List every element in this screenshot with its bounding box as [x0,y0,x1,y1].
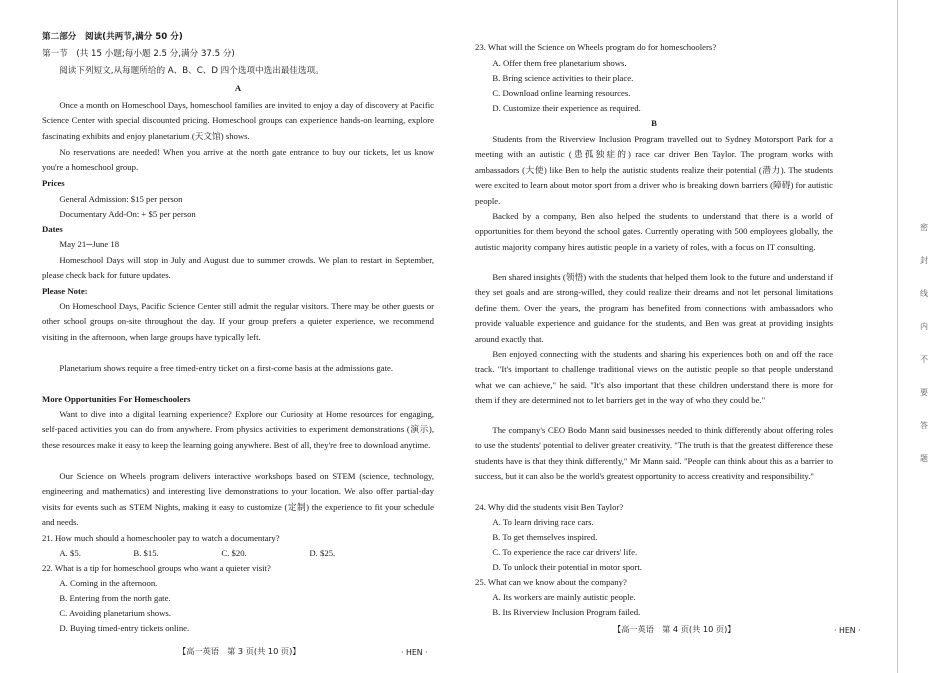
passage-a-paragraph-1: Once a month on Homeschool Days, homeschool families are invited to enjoy a day of discovery at Pacific Science Center with special discounted pricing. Homeschool groups can experience hands-on learning, explore fascinating exhibits and enjoy planetarium (天文馆) shows. [42,100,434,141]
price-general: General Admission: $15 per person [59,194,183,204]
q21-option-d[interactable]: D. $25. [309,548,336,558]
subsection-title: 第一节 (共 15 小题;每小题 2.5 分,满分 37.5 分) [42,49,235,59]
q23-option-d[interactable]: D. Customize their experience as required. [492,103,641,113]
question-24: 24. Why did the students visit Ben Taylor? [475,502,624,512]
q22-option-c[interactable]: C. Avoiding planetarium shows. [59,608,171,618]
question-21: 21. How much should a homeschooler pay to watch a documentary? [42,533,280,543]
dates-value: May 21─June 18 [59,239,120,249]
passage-a-paragraph-3: Homeschool Days will stop in July and August due to summer crowds. We plan to restart in September, please check back for future updates. [42,255,434,281]
binding-char: 内 [920,322,928,331]
passage-b-paragraph-3: Ben shared insights (领悟) with the students that helped them look to the future and understand if they set goals and are strong-willed, they could realize their dreams and not let personal limitations define them. Over the years, the program has benefited from connections with ambassadors who provide valuable experience and guidance for the students, and Ben was great at providing insights around exactly that. [475,272,833,344]
q23-option-a[interactable]: A. Offer them free planetarium shows. [492,58,627,68]
q21-option-c[interactable]: C. $20. [221,548,247,558]
passage-a-paragraph-6: Want to dive into a digital learning experience? Explore our Curiosity at Home resources for engaging, self-paced activities you can do from anywhere. From physics activities to experiment demonstrations (演示), these resources make it easy to keep the learning going anywhere. Best of all, they're free to download anytime. [42,409,434,450]
q23-option-c[interactable]: C. Download online learning resources. [492,88,631,98]
question-25: 25. What can we know about the company? [475,577,627,587]
q23-option-b[interactable]: B. Bring science activities to their place. [492,73,634,83]
binding-char: 线 [920,289,928,298]
prices-heading: Prices [42,178,65,188]
section-title: 第二部分 阅读(共两节,满分 50 分) [42,32,183,42]
q24-option-a[interactable]: A. To learn driving race cars. [492,517,594,527]
q22-option-d[interactable]: D. Buying timed-entry tickets online. [59,623,190,633]
note-heading: Please Note: [42,286,88,296]
right-page-code: · HEN · [834,626,861,635]
question-21-options [42,546,434,561]
passage-b-paragraph-1: Students from the Riverview Inclusion Program travelled out to Sydney Motorsport Park for a meeting with an autistic (患孤独症的) race car driver Ben Taylor. The program works with ambassadors (大使) like Ben to help the autistic students realize their potential (潜力). The students were excited to learn about motor sport from a driver who is breaking down barriers (障碍) for autistic people. [475,134,833,206]
passage-a-paragraph-7: Our Science on Wheels program delivers interactive workshops based on STEM (science, technology, engineering and mathematics) and interesting live demonstrations to your location. We also offer partial-day visits for events such as STEM Nights, making it easy to customize (定制) the experience to fit your schedule and needs. [42,471,434,528]
q21-option-b[interactable]: B. $15. [133,548,159,558]
passage-b-label: B [651,118,657,128]
question-22: 22. What is a tip for homeschool groups who want a quieter visit? [42,563,271,573]
binding-char: 答 [920,421,928,430]
right-page-footer: 【高一英语 第 4 页(共 10 页)】 [613,624,736,634]
q22-option-a[interactable]: A. Coming in the afternoon. [59,578,158,588]
passage-b-paragraph-5: The company's CEO Bodo Mann said businesses needed to think differently about offering roles to use the students' potential to deliver greater creativity. "The truth is that the greatest difference these students have is that they think differently," Mr Mann said. "People can think about this as a barrier to success, but it can also be the world's greatest opportunity to access creativity and responsibility." [475,425,833,482]
binding-char: 密 [920,223,928,232]
q24-option-d[interactable]: D. To unlock their potential in motor sport. [492,562,642,572]
q24-option-b[interactable]: B. To get themselves inspired. [492,532,598,542]
passage-b-paragraph-4: Ben enjoyed connecting with the students and sharing his experiences both on and off the race track. "It's important to challenge traditional views on the autistic people so that people understand what we can achieve," he said. "It's also important that these children understand there is more for them if they are determined not to let barriers get in the way of who they could be." [475,349,833,406]
left-page-footer: 【高一英语 第 3 页(共 10 页)】 [178,646,301,656]
q25-option-a[interactable]: A. Its workers are mainly autistic people. [492,592,636,602]
binding-char: 要 [920,388,928,397]
more-heading: More Opportunities For Homeschoolers [42,394,191,404]
binding-margin [897,0,950,673]
binding-char: 不 [920,355,928,364]
passage-b-paragraph-2: Backed by a company, Ben also helped the students to understand that there is a world of opportunities for them beyond the school gates. Currently operating with 500 employees globally, the autistic majority company hires autistic people in a variety of roles, with a focus on IT consulting. [475,211,833,252]
binding-char: 封 [920,256,928,265]
q21-option-a[interactable]: A. $5. [59,548,81,558]
q22-option-b[interactable]: B. Entering from the north gate. [59,593,171,603]
instruction: 阅读下列短文,从每题所给的 A、B、C、D 四个选项中选出最佳选项。 [59,66,324,76]
q25-option-b[interactable]: B. Its Riverview Inclusion Program failed. [492,607,641,617]
binding-char: 题 [920,454,928,463]
passage-a-paragraph-5: Planetarium shows require a free timed-entry ticket on a first-come basis at the admissions gate. [59,363,394,373]
left-page-code: · HEN · [401,648,428,657]
question-23: 23. What will the Science on Wheels program do for homeschoolers? [475,42,717,52]
q24-option-c[interactable]: C. To experience the race car drivers' life. [492,547,638,557]
dates-heading: Dates [42,224,63,234]
passage-a-paragraph-4: On Homeschool Days, Pacific Science Center still admit the regular visitors. There may be other guests or other school groups on-site throughout the day. If your group prefers a quieter experience, we recommend visiting in the afternoon, when large groups have typically left. [42,301,434,342]
passage-a-label: A [234,83,242,93]
passage-a-paragraph-2: No reservations are needed! When you arrive at the north gate entrance to buy our tickets, let us know you're a homeschool group. [42,147,434,173]
price-documentary: Documentary Add-On: + $5 per person [59,209,196,219]
